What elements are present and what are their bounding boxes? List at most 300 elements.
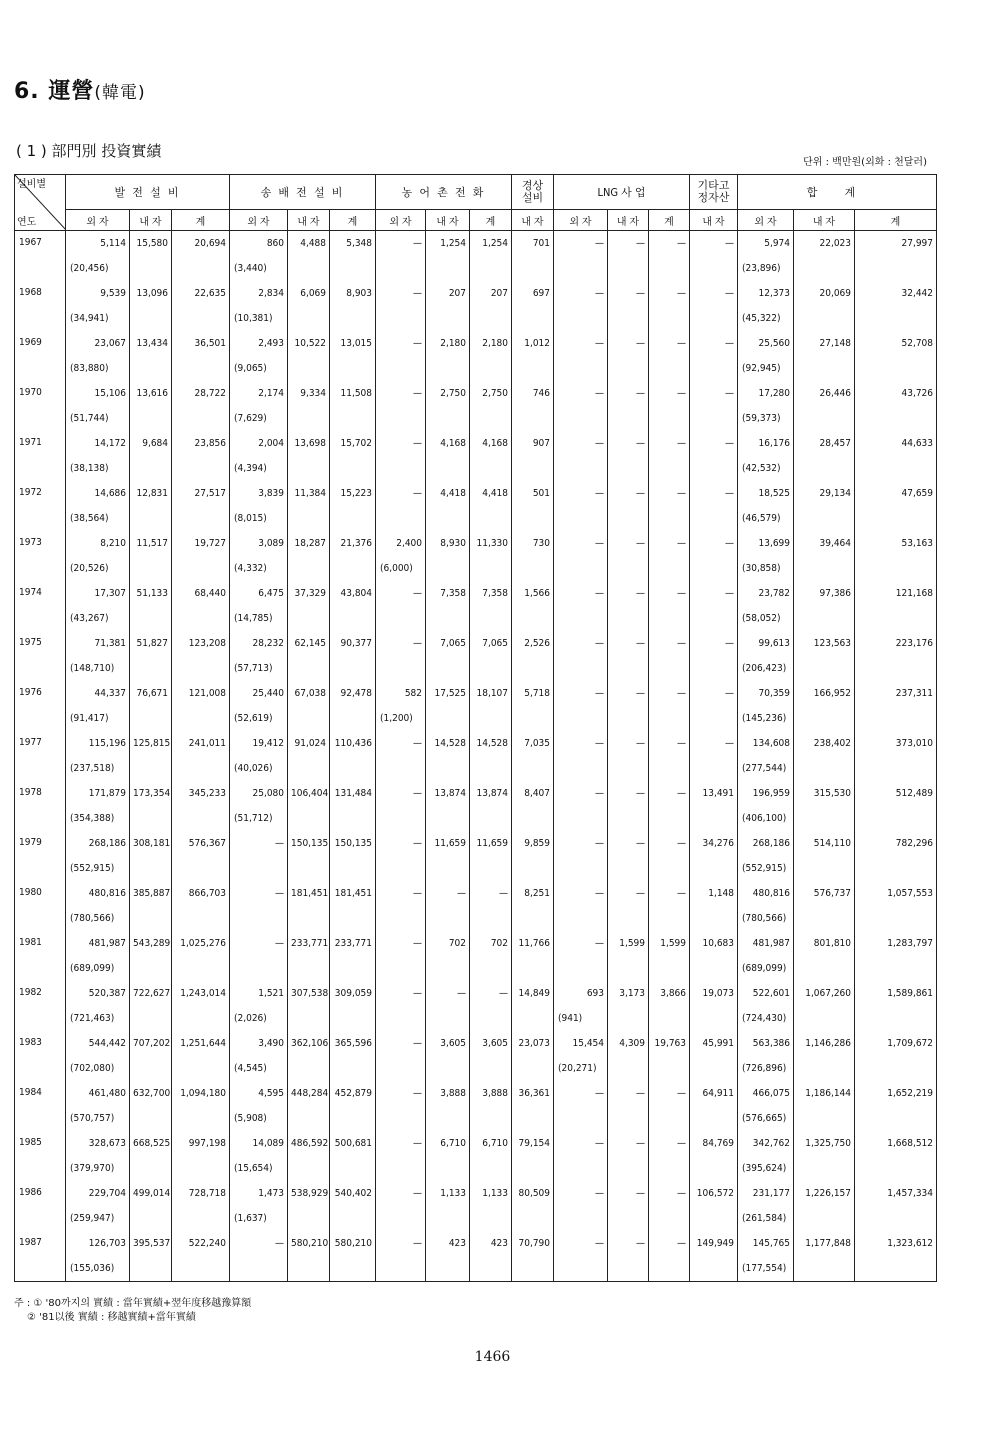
foreign-won-equivalent-cell [330,1106,376,1131]
subheader-cell: 계 [172,210,230,231]
foreign-won-equivalent-cell [172,656,230,681]
foreign-won-equivalent-cell [470,1256,512,1282]
table-subrow [15,456,937,481]
foreign-won-equivalent-cell [470,1056,512,1081]
value-cell: 580,210 [288,1231,330,1256]
subheader-cell: 계 [649,210,690,231]
foreign-won-equivalent-cell [130,1256,172,1282]
value-cell: 125,815 [130,731,172,756]
foreign-won-equivalent-cell [554,706,608,731]
value-cell: 25,440 [230,681,288,706]
foreign-won-equivalent-cell [172,256,230,281]
value-cell: 181,451 [330,881,376,906]
value-cell: 1,012 [512,331,554,356]
value-cell: 15,106 [66,381,130,406]
foreign-won-equivalent-cell [470,1006,512,1031]
table-row [15,981,937,1006]
foreign-won-equivalent-cell [649,256,690,281]
value-cell: 37,329 [288,581,330,606]
value-cell: 707,202 [130,1031,172,1056]
foreign-won-equivalent-cell: (46,579) [738,506,794,531]
foreign-won-equivalent-cell: (91,417) [66,706,130,731]
foreign-won-equivalent-cell [130,456,172,481]
value-cell: 268,186 [738,831,794,856]
foreign-won-equivalent-cell [288,906,330,931]
foreign-won-equivalent-cell [649,506,690,531]
foreign-won-equivalent-cell [855,406,937,431]
value-cell: 501 [512,481,554,506]
value-cell: 1,094,180 [172,1081,230,1106]
value-cell: 29,134 [794,481,855,506]
footnote-1: 주 : ① '80까지의 實績 : 當年實績+翌年度移越豫算額 [14,1298,252,1309]
value-cell: 9,539 [66,281,130,306]
table-row [15,481,937,506]
foreign-won-equivalent-cell [330,656,376,681]
foreign-won-equivalent-cell [330,256,376,281]
value-cell: — [230,1231,288,1256]
value-cell: 481,987 [738,931,794,956]
value-cell: 23,073 [512,1031,554,1056]
value-cell: — [376,1181,426,1206]
year-cell: 1972 [15,481,66,531]
value-cell: 12,373 [738,281,794,306]
value-cell: 47,659 [855,481,937,506]
value-cell: 36,501 [172,331,230,356]
value-cell: — [554,281,608,306]
foreign-won-equivalent-cell [470,756,512,781]
value-cell: 13,434 [130,331,172,356]
table-subrow [15,306,937,331]
value-cell: 43,726 [855,381,937,406]
subheader-cell: 내 자 [288,210,330,231]
foreign-won-equivalent-cell [470,706,512,731]
foreign-won-equivalent-cell: (721,463) [66,1006,130,1031]
foreign-won-equivalent-cell: (148,710) [66,656,130,681]
foreign-won-equivalent-cell [288,1106,330,1131]
value-cell: 27,517 [172,481,230,506]
foreign-won-equivalent-cell: (8,015) [230,506,288,531]
value-cell: 693 [554,981,608,1006]
table-row [15,431,937,456]
value-cell: 134,608 [738,731,794,756]
value-cell: — [649,381,690,406]
foreign-won-equivalent-cell [376,1256,426,1282]
value-cell: 746 [512,381,554,406]
table-subrow [15,1256,937,1282]
value-cell: — [649,881,690,906]
foreign-won-equivalent-cell: (724,430) [738,1006,794,1031]
value-cell: 173,354 [130,781,172,806]
value-cell: — [376,431,426,456]
table-row [15,1031,937,1056]
value-cell: 342,762 [738,1131,794,1156]
foreign-won-equivalent-cell: (52,619) [230,706,288,731]
foreign-won-equivalent-cell [330,706,376,731]
value-cell: 19,073 [690,981,738,1006]
value-cell: 7,065 [470,631,512,656]
foreign-won-equivalent-cell [130,1056,172,1081]
foreign-won-equivalent-cell [554,356,608,381]
foreign-won-equivalent-cell [288,1006,330,1031]
foreign-won-equivalent-cell [794,356,855,381]
value-cell: — [608,631,649,656]
value-cell: 149,949 [690,1231,738,1256]
foreign-won-equivalent-cell [330,606,376,631]
value-cell: — [608,231,649,257]
value-cell: 34,276 [690,831,738,856]
foreign-won-equivalent-cell [470,956,512,981]
foreign-won-equivalent-cell [649,706,690,731]
value-cell: — [608,331,649,356]
value-cell: — [649,481,690,506]
value-cell: 315,530 [794,781,855,806]
value-cell: — [554,531,608,556]
foreign-won-equivalent-cell: (354,388) [66,806,130,831]
table-subrow [15,356,937,381]
value-cell: — [376,381,426,406]
foreign-won-equivalent-cell: (5,908) [230,1106,288,1131]
value-cell: — [649,431,690,456]
page-number: 1466 [474,1349,511,1365]
corner-label-year: 연도 [17,217,37,228]
value-cell: — [554,881,608,906]
foreign-won-equivalent-cell [855,306,937,331]
value-cell: 18,525 [738,481,794,506]
value-cell: 126,703 [66,1231,130,1256]
value-cell: — [649,731,690,756]
foreign-won-equivalent-cell [426,406,470,431]
value-cell: 423 [426,1231,470,1256]
table-row [15,1081,937,1106]
value-cell: 1,473 [230,1181,288,1206]
value-cell: — [608,281,649,306]
value-cell: 8,930 [426,531,470,556]
foreign-won-equivalent-cell: (14,785) [230,606,288,631]
value-cell: 1,146,286 [794,1031,855,1056]
foreign-won-equivalent-cell [288,706,330,731]
foreign-won-equivalent-cell [376,756,426,781]
year-cell: 1970 [15,381,66,431]
value-cell: — [376,1231,426,1256]
value-cell: 11,659 [470,831,512,856]
foreign-won-equivalent-cell [794,506,855,531]
foreign-won-equivalent-cell [330,1056,376,1081]
value-cell: — [554,1231,608,1256]
foreign-won-equivalent-cell: (6,000) [376,556,426,581]
value-cell: 1,457,334 [855,1181,937,1206]
foreign-won-equivalent-cell [608,806,649,831]
value-cell: 10,683 [690,931,738,956]
value-cell: 115,196 [66,731,130,756]
value-cell: 131,484 [330,781,376,806]
value-cell: 866,703 [172,881,230,906]
value-cell: 538,929 [288,1181,330,1206]
foreign-won-equivalent-cell [554,456,608,481]
foreign-won-equivalent-cell [554,506,608,531]
value-cell: 4,595 [230,1081,288,1106]
value-cell: 44,633 [855,431,937,456]
value-cell: 70,790 [512,1231,554,1256]
foreign-won-equivalent-cell [554,806,608,831]
foreign-won-equivalent-cell [426,856,470,881]
foreign-won-equivalent-cell [330,306,376,331]
foreign-won-equivalent-cell [855,856,937,881]
foreign-won-equivalent-cell [288,456,330,481]
value-cell: 90,377 [330,631,376,656]
foreign-won-equivalent-cell [288,506,330,531]
value-cell: — [554,731,608,756]
value-cell: 11,659 [426,831,470,856]
value-cell: 13,616 [130,381,172,406]
foreign-won-equivalent-cell [794,656,855,681]
value-cell: 2,750 [470,381,512,406]
foreign-won-equivalent-cell [554,1256,608,1282]
value-cell: 223,176 [855,631,937,656]
value-cell: 13,699 [738,531,794,556]
foreign-won-equivalent-cell [608,656,649,681]
foreign-won-equivalent-cell [794,556,855,581]
value-cell: 25,560 [738,331,794,356]
value-cell: 80,509 [512,1181,554,1206]
value-cell: 543,289 [130,931,172,956]
foreign-won-equivalent-cell [130,706,172,731]
value-cell: — [376,631,426,656]
value-cell: 328,673 [66,1131,130,1156]
value-cell: — [608,381,649,406]
foreign-won-equivalent-cell [288,556,330,581]
value-cell: — [230,831,288,856]
foreign-won-equivalent-cell [690,1206,738,1231]
value-cell: 1,521 [230,981,288,1006]
table-row [15,1231,937,1256]
foreign-won-equivalent-cell [794,756,855,781]
value-cell: 1,251,644 [172,1031,230,1056]
foreign-won-equivalent-cell [512,906,554,931]
year-cell: 1977 [15,731,66,781]
value-cell: 207 [470,281,512,306]
foreign-won-equivalent-cell [554,556,608,581]
value-cell: 385,887 [130,881,172,906]
value-cell: 4,168 [426,431,470,456]
value-cell: 9,859 [512,831,554,856]
value-cell: 238,402 [794,731,855,756]
value-cell: 1,067,260 [794,981,855,1006]
foreign-won-equivalent-cell [330,1156,376,1181]
value-cell: 64,911 [690,1081,738,1106]
foreign-won-equivalent-cell [470,906,512,931]
foreign-won-equivalent-cell [376,1206,426,1231]
foreign-won-equivalent-cell [855,956,937,981]
foreign-won-equivalent-cell [512,256,554,281]
foreign-won-equivalent-cell: (40,026) [230,756,288,781]
foreign-won-equivalent-cell [172,1106,230,1131]
foreign-won-equivalent-cell [426,706,470,731]
foreign-won-equivalent-cell [554,656,608,681]
value-cell: 11,384 [288,481,330,506]
value-cell: — [554,481,608,506]
value-cell: 166,952 [794,681,855,706]
foreign-won-equivalent-cell [470,256,512,281]
value-cell: 373,010 [855,731,937,756]
value-cell: 4,168 [470,431,512,456]
foreign-won-equivalent-cell [690,856,738,881]
foreign-won-equivalent-cell: (9,065) [230,356,288,381]
foreign-won-equivalent-cell [608,506,649,531]
value-cell: 145,765 [738,1231,794,1256]
value-cell: — [376,231,426,257]
foreign-won-equivalent-cell: (4,545) [230,1056,288,1081]
foreign-won-equivalent-cell [330,456,376,481]
foreign-won-equivalent-cell: (34,941) [66,306,130,331]
table-subrow [15,906,937,931]
foreign-won-equivalent-cell [649,606,690,631]
value-cell: 15,702 [330,431,376,456]
value-cell: 365,596 [330,1031,376,1056]
value-cell: — [376,581,426,606]
foreign-won-equivalent-cell [376,956,426,981]
value-cell: 801,810 [794,931,855,956]
value-cell: 1,254 [470,231,512,257]
foreign-won-equivalent-cell [376,856,426,881]
value-cell: — [376,1131,426,1156]
subheader-cell: 내 자 [426,210,470,231]
foreign-won-equivalent-cell [470,406,512,431]
foreign-won-equivalent-cell [608,856,649,881]
value-cell: 461,480 [66,1081,130,1106]
foreign-won-equivalent-cell [554,256,608,281]
value-cell: 512,489 [855,781,937,806]
value-cell: 14,528 [470,731,512,756]
foreign-won-equivalent-cell [512,356,554,381]
foreign-won-equivalent-cell [230,906,288,931]
table-subrow [15,1006,937,1031]
value-cell: 423 [470,1231,512,1256]
foreign-won-equivalent-cell [855,356,937,381]
foreign-won-equivalent-cell [649,906,690,931]
value-cell: — [554,631,608,656]
year-cell: 1974 [15,581,66,631]
foreign-won-equivalent-cell [649,1106,690,1131]
foreign-won-equivalent-cell [855,506,937,531]
foreign-won-equivalent-cell [855,606,937,631]
chapter-title: 運營 [48,79,95,104]
foreign-won-equivalent-cell [690,406,738,431]
foreign-won-equivalent-cell [376,506,426,531]
foreign-won-equivalent-cell [288,406,330,431]
value-cell: 19,763 [649,1031,690,1056]
foreign-won-equivalent-cell [426,606,470,631]
value-cell: 4,309 [608,1031,649,1056]
foreign-won-equivalent-cell [512,1206,554,1231]
year-cell: 1978 [15,781,66,831]
value-cell: 207 [426,281,470,306]
year-cell: 1982 [15,981,66,1031]
foreign-won-equivalent-cell: (552,915) [738,856,794,881]
value-cell: 97,386 [794,581,855,606]
foreign-won-equivalent-cell [608,756,649,781]
value-cell: — [649,631,690,656]
value-cell: 8,407 [512,781,554,806]
foreign-won-equivalent-cell [172,1256,230,1282]
value-cell: 106,404 [288,781,330,806]
table-row [15,581,937,606]
foreign-won-equivalent-cell [288,356,330,381]
table-row [15,231,937,257]
value-cell: 92,478 [330,681,376,706]
foreign-won-equivalent-cell [130,556,172,581]
value-cell: 233,771 [330,931,376,956]
foreign-won-equivalent-cell [130,806,172,831]
value-cell: 3,490 [230,1031,288,1056]
value-cell: 2,004 [230,431,288,456]
value-cell: 13,874 [470,781,512,806]
foreign-won-equivalent-cell [470,456,512,481]
foreign-won-equivalent-cell [649,556,690,581]
foreign-won-equivalent-cell: (20,456) [66,256,130,281]
foreign-won-equivalent-cell [649,1056,690,1081]
value-cell: 22,635 [172,281,230,306]
foreign-won-equivalent-cell [376,356,426,381]
value-cell: 11,766 [512,931,554,956]
foreign-won-equivalent-cell [855,256,937,281]
value-cell: — [230,881,288,906]
footnotes [14,1297,251,1325]
foreign-won-equivalent-cell [608,356,649,381]
value-cell: 181,451 [288,881,330,906]
value-cell: 20,069 [794,281,855,306]
value-cell: 1,133 [470,1181,512,1206]
value-cell: 997,198 [172,1131,230,1156]
value-cell: — [649,681,690,706]
value-cell: — [690,281,738,306]
value-cell: 121,168 [855,581,937,606]
foreign-won-equivalent-cell [288,306,330,331]
foreign-won-equivalent-cell [376,406,426,431]
foreign-won-equivalent-cell [855,1256,937,1282]
value-cell: 3,173 [608,981,649,1006]
value-cell: 67,038 [288,681,330,706]
foreign-won-equivalent-cell [172,556,230,581]
value-cell: — [608,531,649,556]
value-cell: 1,325,750 [794,1131,855,1156]
value-cell: 14,089 [230,1131,288,1156]
value-cell: — [649,1131,690,1156]
subheader-cell: 외 자 [554,210,608,231]
value-cell: — [690,431,738,456]
foreign-won-equivalent-cell [426,456,470,481]
year-cell: 1976 [15,681,66,731]
foreign-won-equivalent-cell: (1,637) [230,1206,288,1231]
foreign-won-equivalent-cell: (20,271) [554,1056,608,1081]
table-row [15,1131,937,1156]
value-cell: 481,987 [66,931,130,956]
value-cell: 7,065 [426,631,470,656]
foreign-won-equivalent-cell [855,1006,937,1031]
table-row [15,731,937,756]
value-cell: — [690,531,738,556]
foreign-won-equivalent-cell [130,656,172,681]
value-cell: 3,605 [426,1031,470,1056]
value-cell: 17,280 [738,381,794,406]
foreign-won-equivalent-cell: (780,566) [66,906,130,931]
value-cell: — [470,881,512,906]
table-subrow [15,556,937,581]
foreign-won-equivalent-cell: (2,026) [230,1006,288,1031]
foreign-won-equivalent-cell [649,1206,690,1231]
foreign-won-equivalent-cell [172,706,230,731]
subheader-cell: 외 자 [738,210,794,231]
year-cell: 1968 [15,281,66,331]
